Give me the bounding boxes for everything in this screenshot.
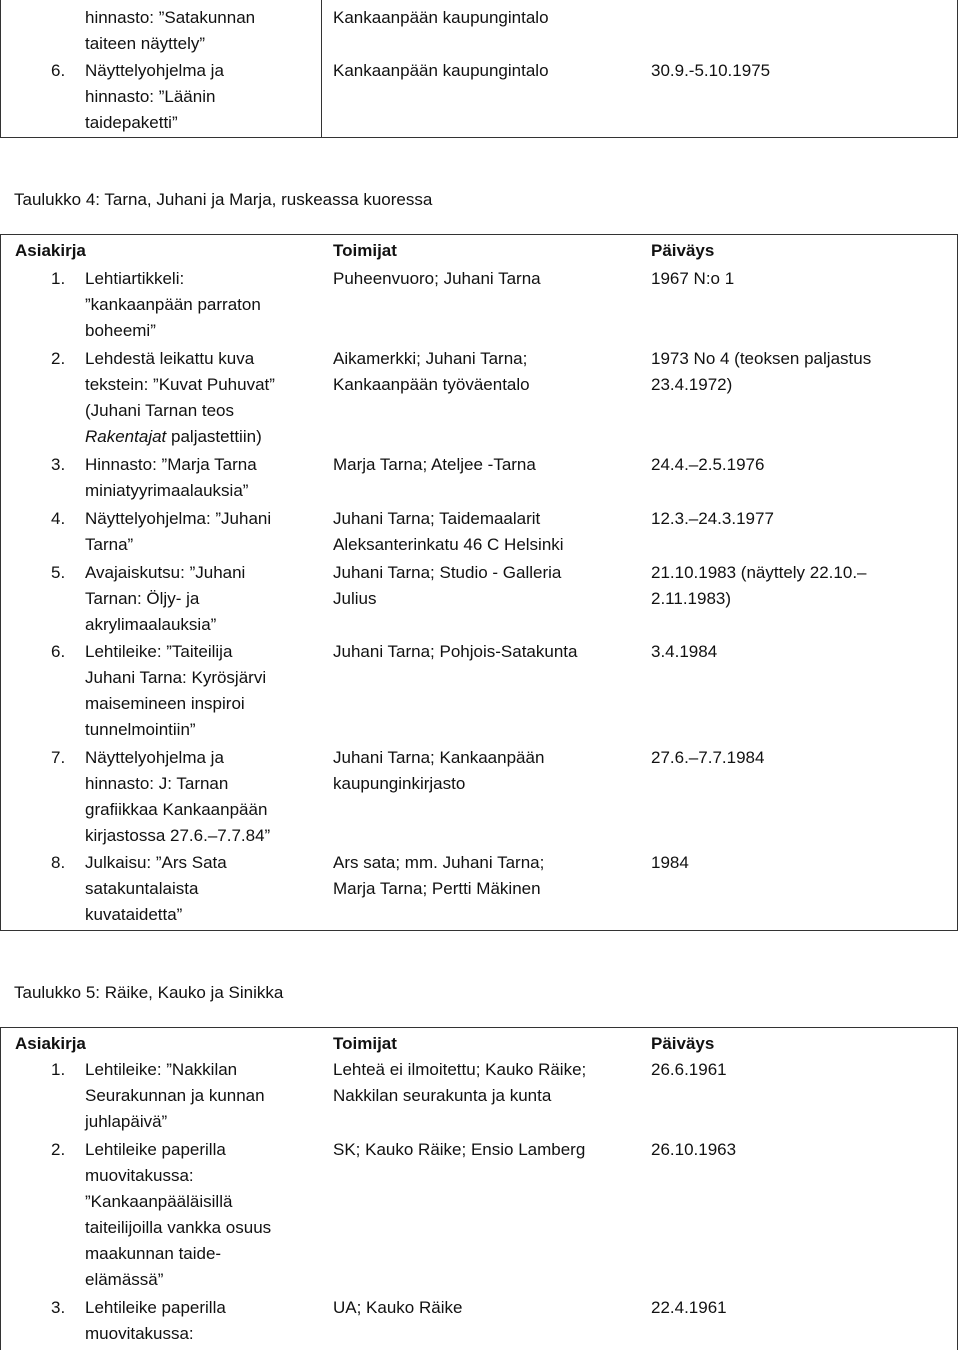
- date-cell: 27.6.–7.7.1984: [651, 748, 765, 767]
- who-cell: [333, 850, 544, 902]
- table-5-caption: Taulukko 5: Räike, Kauko ja Sinikka: [14, 983, 284, 1002]
- row-number: 2.: [51, 1140, 66, 1159]
- doc-line: Lehtileike paperilla: [85, 1298, 226, 1317]
- doc-line: boheemi”: [85, 321, 156, 340]
- who-cell: SK; Kauko Räike; Ensio Lamberg: [333, 1140, 586, 1159]
- doc-line: Lehdestä leikattu kuva: [85, 349, 255, 368]
- table-4-caption: Taulukko 4: Tarna, Juhani ja Marja, ruskeassa kuoressa: [14, 190, 433, 209]
- date-cell: [651, 346, 871, 398]
- date-line: 2.11.1983): [651, 589, 732, 608]
- doc-line: grafiikkaa Kankaanpään: [85, 800, 268, 819]
- header-actors: Toimijat: [333, 241, 397, 260]
- date-cell: 1967 N:o 1: [651, 269, 735, 288]
- who-cell: Kankaanpään kaupungintalo: [333, 8, 549, 27]
- doc-line: Lehtiartikkeli:: [85, 269, 185, 288]
- who-line: Juhani Tarna; Taidemaalarit: [333, 509, 541, 528]
- doc-cell: [85, 266, 261, 344]
- who-line: Nakkilan seurakunta ja kunta: [333, 1086, 552, 1105]
- doc-line: Lehtileike paperilla: [85, 1140, 226, 1159]
- who-line: kaupunginkirjasto: [333, 774, 466, 793]
- doc-line: hinnasto: J: Tarnan: [85, 774, 229, 793]
- header-date: Päiväys: [651, 1034, 715, 1053]
- who-cell: [333, 745, 544, 797]
- doc-cell: [85, 639, 266, 743]
- row-number: 5.: [51, 563, 66, 582]
- row-number: 1.: [51, 269, 66, 288]
- who-cell: UA; Kauko Räike: [333, 1298, 463, 1317]
- doc-cell: [85, 346, 275, 450]
- table-5: [0, 1027, 958, 1350]
- row-number: 1.: [51, 1060, 66, 1079]
- header-actors: Toimijat: [333, 1034, 397, 1053]
- doc-line: Näyttelyohjelma ja: [85, 61, 224, 80]
- doc-line: hinnasto: ”Satakunnan: [85, 8, 256, 27]
- doc-cell: [85, 506, 271, 558]
- header-date: Päiväys: [651, 241, 715, 260]
- doc-line: maakunnan taide-: [85, 1244, 222, 1263]
- doc-line: muovitakussa:: [85, 1324, 194, 1343]
- column-divider: [321, 0, 322, 137]
- date-cell: 3.4.1984: [651, 642, 718, 661]
- table-4: [0, 234, 958, 931]
- who-cell: [333, 346, 530, 398]
- doc-line: ”Kankaanpääläisillä: [85, 1192, 233, 1211]
- doc-cell: [85, 560, 245, 638]
- doc-line: [85, 424, 275, 450]
- who-cell: [333, 506, 564, 558]
- doc-cell: [85, 745, 270, 849]
- doc-line: muovitakussa:: [85, 1166, 194, 1185]
- who-line: Juhani Tarna; Kankaanpään: [333, 748, 545, 767]
- doc-line: maisemineen inspiroi: [85, 694, 245, 713]
- doc-line: Julkaisu: ”Ars Sata: [85, 853, 227, 872]
- doc-line: taidepaketti”: [85, 113, 178, 132]
- doc-line: akrylimaalauksia”: [85, 615, 217, 634]
- who-cell: Juhani Tarna; Pohjois-Satakunta: [333, 642, 578, 661]
- doc-line-rest: paljastettiin): [171, 427, 262, 446]
- date-cell: 30.9.-5.10.1975: [651, 61, 771, 80]
- date-cell: 1984: [651, 853, 689, 872]
- doc-line: miniatyyrimaalauksia”: [85, 481, 249, 500]
- who-cell: [333, 1057, 586, 1109]
- date-line: 23.4.1972): [651, 375, 733, 394]
- doc-line: juhlapäivä”: [85, 1112, 168, 1131]
- doc-line: Lehtileike: ”Taiteilija: [85, 642, 233, 661]
- date-cell: 26.10.1963: [651, 1140, 737, 1159]
- doc-line: Lehtileike: ”Nakkilan: [85, 1060, 238, 1079]
- doc-line: kirjastossa 27.6.–7.7.84”: [85, 826, 271, 845]
- doc-line: Näyttelyohjelma ja: [85, 748, 224, 767]
- doc-line: Avajaiskutsu: ”Juhani: [85, 563, 246, 582]
- row-number: 4.: [51, 509, 66, 528]
- doc-cell: [85, 58, 224, 136]
- doc-cell: [85, 5, 255, 57]
- who-cell: [333, 560, 561, 612]
- who-line: Aleksanterinkatu 46 C Helsinki: [333, 535, 564, 554]
- doc-line: Juhani Tarna: Kyrösjärvi: [85, 668, 267, 687]
- doc-cell: [85, 1295, 226, 1347]
- date-cell: [651, 560, 867, 612]
- doc-cell: [85, 850, 227, 928]
- row-number: 8.: [51, 853, 66, 872]
- date-cell: 12.3.–24.3.1977: [651, 509, 774, 528]
- doc-cell: [85, 452, 257, 504]
- previous-table-fragment: [0, 0, 958, 138]
- who-line: Julius: [333, 589, 377, 608]
- row-number: 6.: [51, 61, 66, 80]
- date-cell: 24.4.–2.5.1976: [651, 455, 765, 474]
- who-cell: Puheenvuoro; Juhani Tarna: [333, 269, 541, 288]
- doc-line: satakuntalaista: [85, 879, 199, 898]
- doc-line: elämässä”: [85, 1270, 164, 1289]
- who-line: Kankaanpään työväentalo: [333, 375, 530, 394]
- row-number: 2.: [51, 349, 66, 368]
- doc-line: hinnasto: ”Läänin: [85, 87, 216, 106]
- who-line: Aikamerkki; Juhani Tarna;: [333, 349, 528, 368]
- who-line: Juhani Tarna; Studio - Galleria: [333, 563, 562, 582]
- row-number: 3.: [51, 455, 66, 474]
- date-cell: 22.4.1961: [651, 1298, 727, 1317]
- who-line: Ars sata; mm. Juhani Tarna;: [333, 853, 545, 872]
- date-cell: 26.6.1961: [651, 1060, 727, 1079]
- row-number: 3.: [51, 1298, 66, 1317]
- date-line: 21.10.1983 (näyttely 22.10.–: [651, 563, 867, 582]
- header-document: Asiakirja: [15, 241, 86, 260]
- who-cell: Marja Tarna; Ateljee -Tarna: [333, 455, 536, 474]
- doc-line: Tarna”: [85, 535, 134, 554]
- doc-line: tekstein: ”Kuvat Puhuvat”: [85, 375, 275, 394]
- doc-line: (Juhani Tarnan teos: [85, 401, 235, 420]
- work-title: Rakentajat: [85, 427, 167, 446]
- doc-cell: [85, 1057, 265, 1135]
- who-cell: Kankaanpään kaupungintalo: [333, 61, 549, 80]
- row-number: 7.: [51, 748, 66, 767]
- doc-line: tunnelmointiin”: [85, 720, 196, 739]
- row-number: 6.: [51, 642, 66, 661]
- doc-line: Hinnasto: ”Marja Tarna: [85, 455, 257, 474]
- doc-line: Näyttelyohjelma: ”Juhani: [85, 509, 272, 528]
- doc-line: Tarnan: Öljy- ja: [85, 589, 200, 608]
- doc-line: taiteen näyttely”: [85, 34, 206, 53]
- doc-line: taiteilijoilla vankka osuus: [85, 1218, 272, 1237]
- doc-line: ”kankaanpään parraton: [85, 295, 261, 314]
- who-line: Marja Tarna; Pertti Mäkinen: [333, 879, 541, 898]
- date-line: 1973 No 4 (teoksen paljastus: [651, 349, 872, 368]
- doc-line: Seurakunnan ja kunnan: [85, 1086, 265, 1105]
- header-document: Asiakirja: [15, 1034, 86, 1053]
- doc-cell: [85, 1137, 271, 1293]
- who-line: Lehteä ei ilmoitettu; Kauko Räike;: [333, 1060, 587, 1079]
- doc-line: kuvataidetta”: [85, 905, 183, 924]
